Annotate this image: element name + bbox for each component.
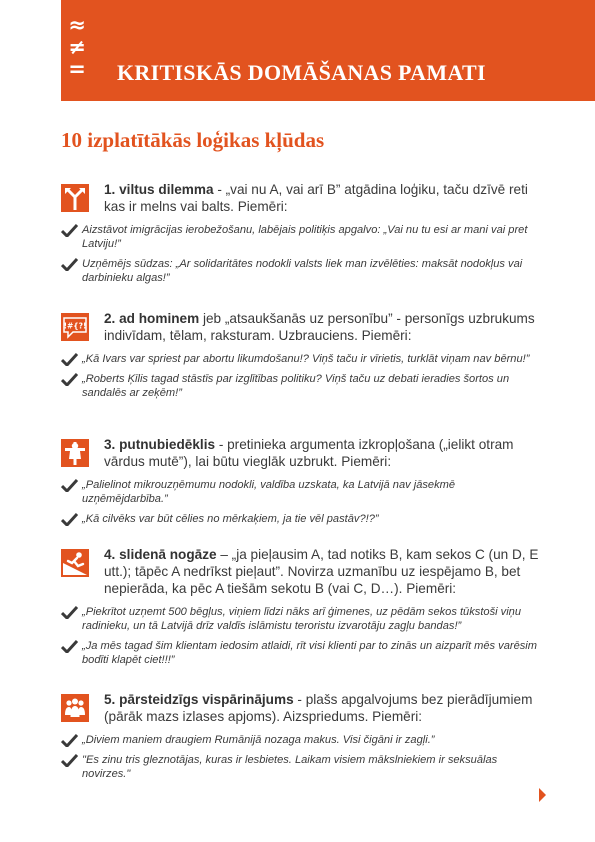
example-item xyxy=(61,639,541,667)
example-item xyxy=(61,512,541,526)
example-text: „Diviem maniem draugiem Rumānijā nozaga makus. Visi čigāni ir zagļi.” xyxy=(82,734,435,746)
checkmark-icon xyxy=(61,606,78,619)
approx-symbol: ≈ xyxy=(68,13,86,37)
fallacy-section-2 xyxy=(61,310,541,400)
checkmark-icon xyxy=(61,353,78,366)
fallacy-term: 2. ad hominem xyxy=(104,311,200,326)
example-text: „Ja mēs tagad šim klientam iedosim atlaidi, rīt visi klienti par to zinās un aizparīt mēs varēsim bodīti klapēt ciet!!!” xyxy=(82,640,538,666)
fallacy-section-1 xyxy=(61,181,541,285)
scarecrow-icon xyxy=(61,439,89,467)
checkmark-icon xyxy=(61,640,78,653)
example-item xyxy=(61,733,541,747)
fallacy-term: 4. slidenā nogāze xyxy=(104,547,217,562)
fallacy-term: 1. viltus dilemma xyxy=(104,182,214,197)
fallacy-text: - plašs apgalvojums bez pierādījumiem (pārāk mazs izlases apjoms). Aizspriedums. Piemēri: xyxy=(104,692,533,724)
example-item xyxy=(61,478,541,506)
example-text: Uzņēmējs sūdzas: „Ar solidaritātes nodokli valsts liek man izvēlēties: maksāt nodokļus vai darbinieku algas!” xyxy=(82,258,523,284)
slippery-slope-icon xyxy=(61,549,89,577)
fork-road-icon xyxy=(61,184,89,212)
header-banner xyxy=(61,0,595,101)
example-text: „Roberts Ķīlis tagad stāstīs par izglītības politiku? Viņš taču uz debati ieradies šortos un sandalēs ar zeķēm!” xyxy=(82,373,510,399)
fallacy-description xyxy=(104,310,541,344)
fallacy-description xyxy=(104,436,541,470)
logic-symbols xyxy=(65,14,89,80)
checkmark-icon xyxy=(61,513,78,526)
example-text: "Es zinu tris gleznotājas, kuras ir lesbietes. Laikam visiem mākslniekiem ir seksuālas novirzes." xyxy=(82,754,498,780)
example-text: Aizstāvot imigrācijas ierobežošanu, labējais politiķis apgalvo: „Vai nu tu esi ar mani vai pret Latviju!” xyxy=(82,224,528,250)
speech-bubble-text: !#{?! xyxy=(63,321,87,331)
example-item xyxy=(61,372,541,400)
group-people-icon xyxy=(61,694,89,722)
checkmark-icon xyxy=(61,224,78,237)
fallacy-text: - „vai nu A, vai arī B” atgādina loģiku, taču dzīvē reti kas ir melns vai balts. Piemēri: xyxy=(104,182,528,214)
fallacy-text: jeb „atsaukšanās uz personību” - personīgs uzbrukums indivīdam, tēlam, raksturam. Uzbrauciens. Piemēri: xyxy=(104,311,535,343)
example-item xyxy=(61,352,541,366)
example-text: „Palielinot mikrouzņēmumu nodokli, valdība uzskata, ka Latvijā nav jāsekmē uzņēmējdarbība.” xyxy=(82,479,456,505)
equal-symbol: = xyxy=(68,57,86,81)
section-heading: 10 izplatītākās loģikas kļūdas xyxy=(61,128,325,152)
fallacy-description xyxy=(104,181,541,215)
fallacy-description xyxy=(104,691,541,725)
fallacy-term: 5. pārsteidzīgs vispārinājums xyxy=(104,692,294,707)
fallacy-term: 3. putnubiedēklis xyxy=(104,437,216,452)
checkmark-icon xyxy=(61,754,78,767)
example-text: „Piekrītot uzņemt 500 bēgļus, viņiem līdzi nāks arī ģimenes, uz pēdām sekos tūkstoši viņu radinieku, un tā Latvijā drīz valdīs islāmistu teroristu izvarotāju zagļu bandas!” xyxy=(82,606,522,632)
example-text: „Kā Ivars var spriest par abortu likumdošanu!? Viņš taču ir vīrietis, turklāt viņam nav bērnu!” xyxy=(82,353,530,365)
example-item xyxy=(61,605,541,633)
page-title: KRITISKĀS DOMĀŠANAS PAMATI xyxy=(117,60,486,85)
example-item xyxy=(61,257,541,285)
fallacy-text: - pretinieka argumenta izkropļošana („ielikt otram vārdus mutē”), lai būtu vieglāk uzbrukt. Piemēri: xyxy=(104,437,514,469)
checkmark-icon xyxy=(61,734,78,747)
example-item xyxy=(61,753,541,781)
checkmark-icon xyxy=(61,373,78,386)
fallacy-section-3 xyxy=(61,436,541,526)
checkmark-icon xyxy=(61,258,78,271)
example-text: „Kā cilvēks var būt cēlies no mērkaķiem, ja tie vēl pastāv?!?” xyxy=(82,513,379,525)
not-equal-symbol: ≠ xyxy=(68,35,86,59)
fallacy-text: – „ja pieļausim A, tad notiks B, kam sekos C (un D, E utt.); tāpēc A nedrīkst pieļaut”. Novirza uzmanību uz iespējamo B, bet nepierāda, ka pēc A tiešām sekotu B (vai C, D…). Piemēri: xyxy=(104,547,539,596)
speech-bubble-icon xyxy=(61,313,89,341)
checkmark-icon xyxy=(61,479,78,492)
fallacy-description xyxy=(104,546,541,597)
example-item xyxy=(61,223,541,251)
fallacy-section-5 xyxy=(61,691,541,781)
fallacy-section-4 xyxy=(61,546,541,667)
next-page-arrow-icon[interactable] xyxy=(539,788,546,802)
